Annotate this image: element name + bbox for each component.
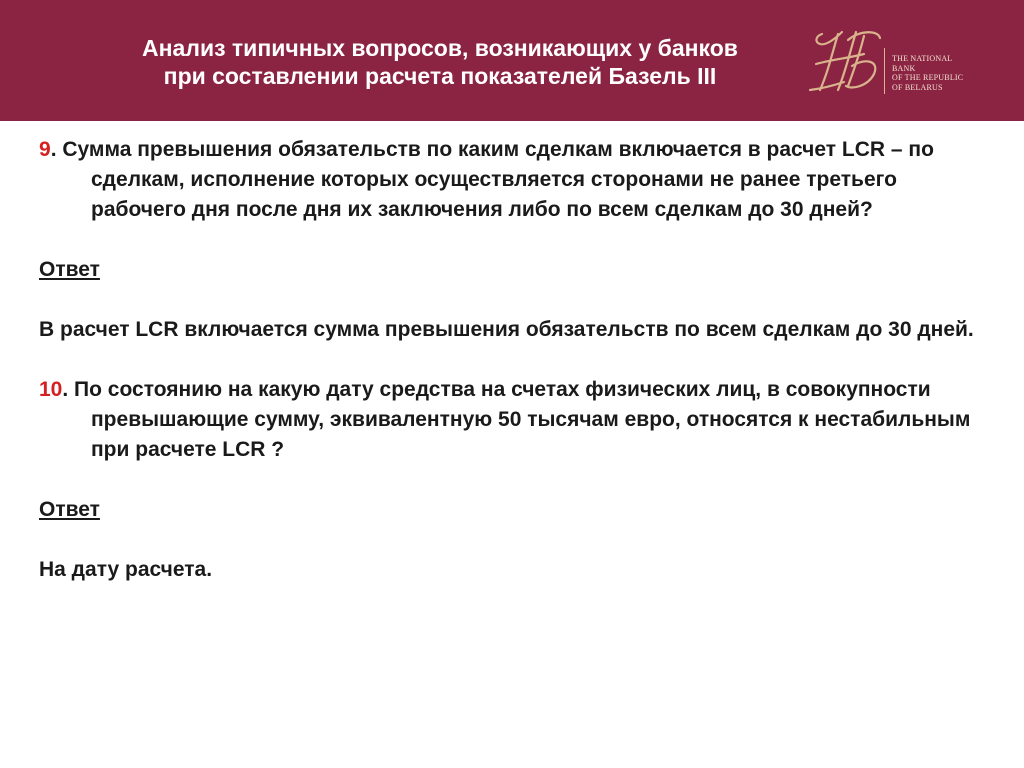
slide-title-line-2: при составлении расчета показателей Базель III xyxy=(163,63,717,89)
logo-line: OF BELARUS xyxy=(892,82,943,92)
national-bank-monogram-icon xyxy=(808,24,890,100)
answer-10-text: На дату расчета. xyxy=(39,558,213,581)
answer-label: Ответ xyxy=(39,258,100,281)
logo-line: THE NATIONAL xyxy=(892,54,953,63)
question-text: . По состоянию на какую дату средства на счетах физических лиц, в совокупности превышающие сумму, эквивалентную 50 тысячам евро, относятся к нестабильным при расчете LCR ? xyxy=(62,378,971,461)
question-text: . Сумма превышения обязательств по каким сделкам включается в расчет LCR – по сделкам, исполнение которых осуществляется сторонами не ранее третьего рабочего дня после дня их заключения либо по всем сделкам до 30 дней? xyxy=(50,138,934,221)
question-10 xyxy=(39,375,989,465)
slide-body xyxy=(39,135,989,585)
question-number: 9 xyxy=(39,138,51,161)
logo-line: BANK xyxy=(892,63,916,73)
answer-9-text: В расчет LCR включается сумма превышения обязательств по всем сделкам до 30 дней. xyxy=(39,318,974,341)
question-9 xyxy=(39,135,989,225)
logo-line: OF THE REPUBLIC xyxy=(892,73,964,82)
question-number: 10 xyxy=(39,378,63,401)
logo-wordmark xyxy=(892,54,963,92)
header-banner xyxy=(0,0,1024,121)
answer-label: Ответ xyxy=(39,498,100,521)
logo-divider xyxy=(884,48,885,94)
slide-title xyxy=(60,34,820,90)
slide-title-line-1: Анализ типичных вопросов, возникающих у банков xyxy=(142,35,738,61)
